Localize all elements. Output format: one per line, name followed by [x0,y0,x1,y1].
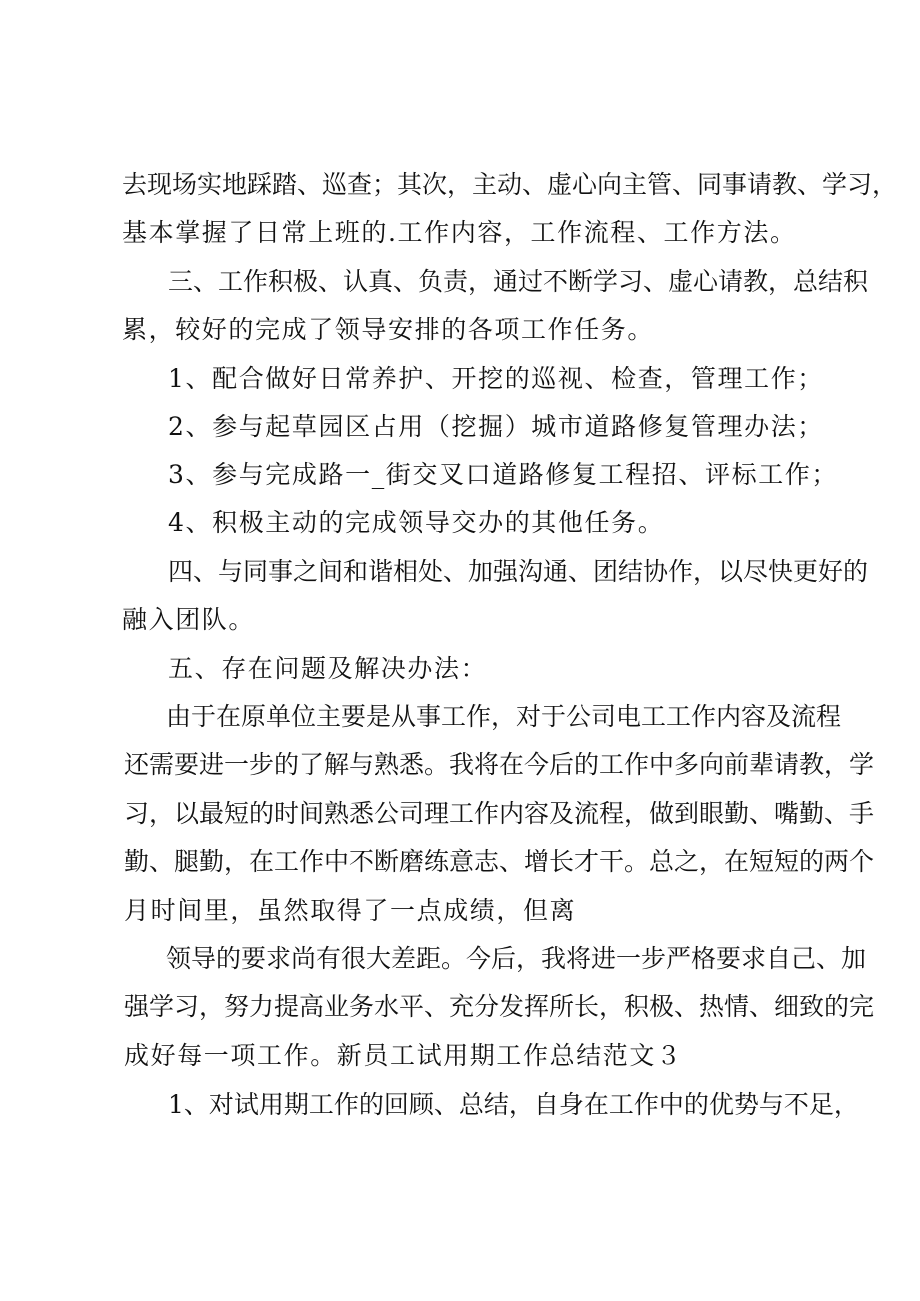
text-line: 由于在原单位主要是从事工作，对于公司电工工作内容及流程 [166,702,842,731]
text-line: 融入团队。 [122,605,256,634]
text-line: 4、积极主动的完成领导交办的其他任务。 [168,508,665,537]
text-line: 基本掌握了日常上班的.工作内容，工作流程、工作方法。 [122,218,797,247]
text-line: 领导的要求尚有很大差距。今后，我将进一步严格要求自己、加 [166,944,867,973]
text-line: 月时间里，虽然取得了一点成绩，但离 [124,896,577,925]
text-line: 习，以最短的时间熟悉公司理工作内容及流程，做到眼勤、嘴勤、手 [124,799,875,828]
text-line: 3、参与完成路一_街交叉口道路修复工程招、评标工作； [168,460,839,489]
text-line: 2、参与起草园区占用（挖掘）城市道路修复管理办法； [168,412,824,441]
text-line: 四、与同事之间和谐相处、加强沟通、团结协作，以尽快更好的 [168,557,869,586]
text-line: 去现场实地踩踏、巡查；其次，主动、虚心向主管、同事请教、学习， [122,170,898,199]
text-line: 成好每一项工作。新员工试用期工作总结范文３ [124,1041,683,1070]
text-line: 1、对试用期工作的回顾、总结，自身在工作中的优势与不足， [168,1090,859,1119]
text-line: 累，较好的完成了领导安排的各项工作任务。 [122,315,655,344]
text-line: 强学习，努力提高业务水平、充分发挥所长，积极、热情、细致的完 [124,992,875,1021]
text-line: 三、工作积极、认真、负责，通过不断学习、虚心请教，总结积 [168,267,869,296]
text-line: 还需要进一步的了解与熟悉。我将在今后的工作中多向前辈请教，学 [124,750,875,779]
text-line: 五、存在问题及解决办法： [168,654,488,683]
text-line: 1、配合做好日常养护、开挖的巡视、检查，管理工作； [168,364,824,393]
text-line: 勤、腿勤，在工作中不断磨练意志、增长才干。总之，在短短的两个 [124,847,875,876]
